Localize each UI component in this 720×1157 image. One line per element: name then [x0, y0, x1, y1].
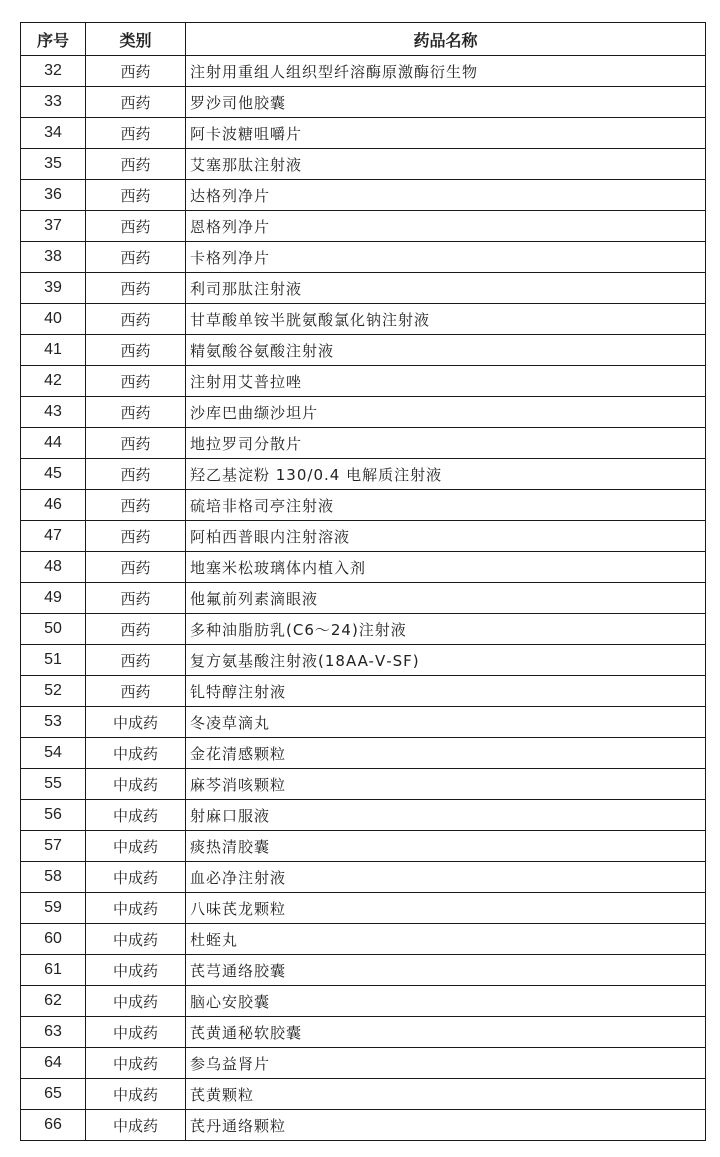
- cell-category: 中成药: [86, 955, 186, 986]
- table-row: [21, 149, 706, 180]
- cell-serial-number: 53: [21, 707, 86, 738]
- cell-category: 西药: [86, 676, 186, 707]
- cell-drug-name: 地拉罗司分散片: [186, 428, 706, 459]
- cell-category: 西药: [86, 242, 186, 273]
- cell-category: 西药: [86, 521, 186, 552]
- cell-serial-number: 47: [21, 521, 86, 552]
- cell-category: 西药: [86, 335, 186, 366]
- cell-serial-number: 41: [21, 335, 86, 366]
- table-row: [21, 459, 706, 490]
- cell-drug-name: 血必净注射液: [186, 862, 706, 893]
- cell-drug-name: 沙库巴曲缬沙坦片: [186, 397, 706, 428]
- cell-serial-number: 43: [21, 397, 86, 428]
- cell-serial-number: 48: [21, 552, 86, 583]
- table-row: [21, 645, 706, 676]
- table-row: [21, 1017, 706, 1048]
- cell-drug-name: 达格列净片: [186, 180, 706, 211]
- cell-drug-name: 八味芪龙颗粒: [186, 893, 706, 924]
- cell-category: 西药: [86, 428, 186, 459]
- table-row: [21, 366, 706, 397]
- cell-drug-name: 射麻口服液: [186, 800, 706, 831]
- cell-category: 中成药: [86, 1048, 186, 1079]
- cell-drug-name: 阿柏西普眼内注射溶液: [186, 521, 706, 552]
- cell-category: 中成药: [86, 1079, 186, 1110]
- cell-drug-name: 芪丹通络颗粒: [186, 1110, 706, 1141]
- cell-serial-number: 49: [21, 583, 86, 614]
- table-row: [21, 862, 706, 893]
- table-row: [21, 986, 706, 1017]
- header-drug-name: 药品名称: [186, 23, 706, 56]
- table-row: [21, 614, 706, 645]
- cell-serial-number: 50: [21, 614, 86, 645]
- cell-drug-name: 甘草酸单铵半胱氨酸氯化钠注射液: [186, 304, 706, 335]
- table-row: [21, 211, 706, 242]
- table-row: [21, 87, 706, 118]
- cell-category: 西药: [86, 614, 186, 645]
- cell-drug-name: 地塞米松玻璃体内植入剂: [186, 552, 706, 583]
- header-row: [21, 23, 706, 56]
- cell-category: 西药: [86, 118, 186, 149]
- cell-drug-name: 羟乙基淀粉 130/0.4 电解质注射液: [186, 459, 706, 490]
- cell-serial-number: 39: [21, 273, 86, 304]
- cell-drug-name: 精氨酸谷氨酸注射液: [186, 335, 706, 366]
- header-serial-number: 序号: [21, 23, 86, 56]
- cell-category: 西药: [86, 583, 186, 614]
- cell-category: 中成药: [86, 800, 186, 831]
- table-row: [21, 924, 706, 955]
- cell-serial-number: 52: [21, 676, 86, 707]
- table-row: [21, 56, 706, 87]
- cell-drug-name: 芪黄通秘软胶囊: [186, 1017, 706, 1048]
- cell-drug-name: 芪芎通络胶囊: [186, 955, 706, 986]
- cell-category: 西药: [86, 490, 186, 521]
- cell-serial-number: 44: [21, 428, 86, 459]
- cell-category: 西药: [86, 211, 186, 242]
- cell-serial-number: 55: [21, 769, 86, 800]
- cell-serial-number: 38: [21, 242, 86, 273]
- cell-category: 西药: [86, 397, 186, 428]
- table-row: [21, 800, 706, 831]
- table-row: [21, 893, 706, 924]
- cell-drug-name: 恩格列净片: [186, 211, 706, 242]
- table-row: [21, 583, 706, 614]
- cell-drug-name: 金花清感颗粒: [186, 738, 706, 769]
- cell-serial-number: 66: [21, 1110, 86, 1141]
- cell-serial-number: 51: [21, 645, 86, 676]
- cell-category: 中成药: [86, 1017, 186, 1048]
- cell-category: 西药: [86, 552, 186, 583]
- table-header: [21, 23, 706, 56]
- table-row: [21, 1048, 706, 1079]
- cell-drug-name: 痰热清胶囊: [186, 831, 706, 862]
- drug-list-table-container: [20, 22, 705, 1141]
- table-row: [21, 397, 706, 428]
- cell-category: 西药: [86, 366, 186, 397]
- cell-category: 西药: [86, 87, 186, 118]
- cell-category: 西药: [86, 56, 186, 87]
- table-row: [21, 490, 706, 521]
- cell-drug-name: 冬凌草滴丸: [186, 707, 706, 738]
- cell-serial-number: 33: [21, 87, 86, 118]
- cell-drug-name: 他氟前列素滴眼液: [186, 583, 706, 614]
- cell-category: 西药: [86, 273, 186, 304]
- cell-drug-name: 硫培非格司亭注射液: [186, 490, 706, 521]
- table-body: [21, 56, 706, 1141]
- cell-category: 西药: [86, 304, 186, 335]
- cell-drug-name: 脑心安胶囊: [186, 986, 706, 1017]
- cell-category: 西药: [86, 459, 186, 490]
- cell-serial-number: 65: [21, 1079, 86, 1110]
- cell-serial-number: 61: [21, 955, 86, 986]
- cell-serial-number: 58: [21, 862, 86, 893]
- cell-category: 中成药: [86, 707, 186, 738]
- cell-serial-number: 35: [21, 149, 86, 180]
- cell-serial-number: 46: [21, 490, 86, 521]
- cell-drug-name: 艾塞那肽注射液: [186, 149, 706, 180]
- table-row: [21, 273, 706, 304]
- cell-serial-number: 42: [21, 366, 86, 397]
- table-row: [21, 304, 706, 335]
- table-row: [21, 335, 706, 366]
- cell-drug-name: 麻芩消咳颗粒: [186, 769, 706, 800]
- cell-category: 中成药: [86, 738, 186, 769]
- cell-category: 中成药: [86, 769, 186, 800]
- cell-serial-number: 32: [21, 56, 86, 87]
- table-row: [21, 707, 706, 738]
- table-row: [21, 428, 706, 459]
- cell-drug-name: 注射用重组人组织型纤溶酶原激酶衍生物: [186, 56, 706, 87]
- drug-list-table: [20, 22, 706, 1141]
- cell-category: 中成药: [86, 986, 186, 1017]
- cell-category: 西药: [86, 180, 186, 211]
- cell-drug-name: 多种油脂肪乳(C6～24)注射液: [186, 614, 706, 645]
- table-row: [21, 831, 706, 862]
- cell-serial-number: 45: [21, 459, 86, 490]
- cell-serial-number: 57: [21, 831, 86, 862]
- cell-serial-number: 64: [21, 1048, 86, 1079]
- table-row: [21, 180, 706, 211]
- table-row: [21, 738, 706, 769]
- cell-drug-name: 复方氨基酸注射液(18AA-Ⅴ-SF): [186, 645, 706, 676]
- cell-category: 中成药: [86, 924, 186, 955]
- cell-category: 西药: [86, 645, 186, 676]
- table-row: [21, 1110, 706, 1141]
- cell-category: 西药: [86, 149, 186, 180]
- table-row: [21, 955, 706, 986]
- table-row: [21, 118, 706, 149]
- table-row: [21, 1079, 706, 1110]
- table-row: [21, 676, 706, 707]
- table-row: [21, 521, 706, 552]
- cell-drug-name: 注射用艾普拉唑: [186, 366, 706, 397]
- cell-drug-name: 参乌益肾片: [186, 1048, 706, 1079]
- cell-category: 中成药: [86, 1110, 186, 1141]
- cell-serial-number: 60: [21, 924, 86, 955]
- cell-serial-number: 56: [21, 800, 86, 831]
- cell-serial-number: 59: [21, 893, 86, 924]
- cell-drug-name: 利司那肽注射液: [186, 273, 706, 304]
- cell-serial-number: 54: [21, 738, 86, 769]
- cell-drug-name: 罗沙司他胶囊: [186, 87, 706, 118]
- cell-drug-name: 钆特醇注射液: [186, 676, 706, 707]
- cell-serial-number: 40: [21, 304, 86, 335]
- cell-category: 中成药: [86, 862, 186, 893]
- cell-serial-number: 37: [21, 211, 86, 242]
- cell-serial-number: 63: [21, 1017, 86, 1048]
- cell-drug-name: 芪黄颗粒: [186, 1079, 706, 1110]
- cell-category: 中成药: [86, 831, 186, 862]
- cell-category: 中成药: [86, 893, 186, 924]
- table-row: [21, 769, 706, 800]
- header-category: 类别: [86, 23, 186, 56]
- table-row: [21, 242, 706, 273]
- cell-serial-number: 36: [21, 180, 86, 211]
- cell-drug-name: 卡格列净片: [186, 242, 706, 273]
- cell-serial-number: 62: [21, 986, 86, 1017]
- cell-serial-number: 34: [21, 118, 86, 149]
- cell-drug-name: 杜蛭丸: [186, 924, 706, 955]
- table-row: [21, 552, 706, 583]
- cell-drug-name: 阿卡波糖咀嚼片: [186, 118, 706, 149]
